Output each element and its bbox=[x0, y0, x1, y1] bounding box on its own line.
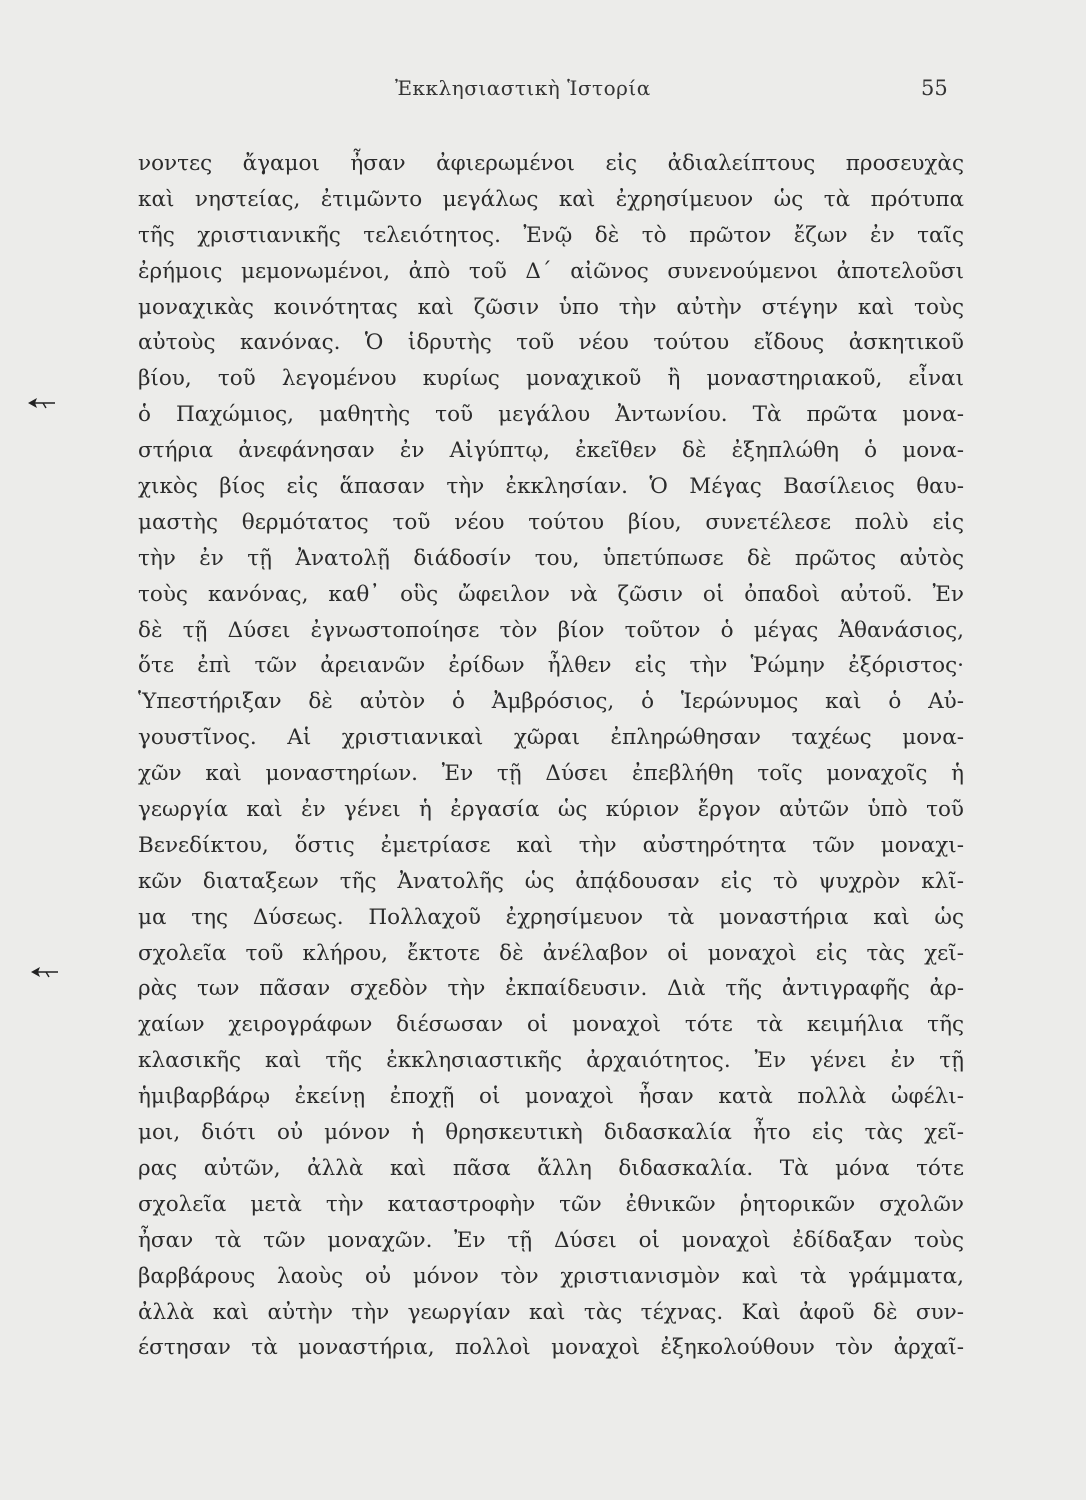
text-line: ρὰς των πᾶσαν σχεδὸν τὴν ἐκπαίδευσιν. Διὰ τῆς ἀντιγραφῆς ἀρ- bbox=[138, 976, 964, 1002]
text-line: κῶν διαταξεων τῆς Ἀνατολῆς ὡς ἀπᾴδουσαν εἰς τὸ ψυχρὸν κλῖ- bbox=[138, 868, 964, 894]
text-line: τῆς χριστιανικῆς τελειότητος. Ἐνῷ δὲ τὸ πρῶτον ἔζων ἐν ταῖς bbox=[138, 222, 964, 248]
text-line: χικὸς βίος εἰς ἅπασαν τὴν ἐκκλησίαν. Ὁ Μέγας Βασίλειος θαυ- bbox=[138, 474, 964, 500]
text-line: ὅτε ἐπὶ τῶν ἀρειανῶν ἐρίδων ἦλθεν εἰς τὴν Ῥώμην ἐξόριστος· bbox=[138, 653, 964, 679]
text-line: χαίων χειρογράφων διέσωσαν οἱ μοναχοὶ τότε τὰ κειμήλια τῆς bbox=[138, 1012, 964, 1038]
text-line: στήρια ἀνεφάνησαν ἐν Αἰγύπτῳ, ἐκεῖθεν δὲ ἐξηπλώθη ὁ μονα- bbox=[138, 438, 964, 464]
text-line: μοναχικὰς κοινότητας καὶ ζῶσιν ὑπο τὴν αὐτὴν στέγην καὶ τοὺς bbox=[138, 294, 964, 320]
text-line: ρας αὐτῶν, ἀλλὰ καὶ πᾶσα ἄλλη διδασκαλία. Τὰ μόνα τότε bbox=[138, 1155, 964, 1181]
text-line: ἡμιβαρβάρῳ ἐκείνῃ ἐποχῇ οἱ μοναχοὶ ἦσαν κατὰ πολλὰ ὠφέλι- bbox=[138, 1084, 964, 1110]
text-line: Βενεδίκτου, ὅστις ἐμετρίασε καὶ τὴν αὐστηρότητα τῶν μοναχι- bbox=[138, 832, 964, 858]
text-line: ἦσαν τὰ τῶν μοναχῶν. Ἐν τῇ Δύσει οἱ μοναχοὶ ἐδίδαξαν τοὺς bbox=[138, 1227, 964, 1253]
page-header bbox=[0, 76, 1086, 110]
page-number: 55 bbox=[921, 76, 948, 100]
arrow-icon bbox=[27, 396, 57, 410]
text-line: βίου, τοῦ λεγομένου κυρίως μοναχικοῦ ἢ μοναστηριακοῦ, εἶναι bbox=[138, 366, 964, 392]
text-line: κλασικῆς καὶ τῆς ἐκκλησιαστικῆς ἀρχαιότητος. Ἐν γένει ἐν τῇ bbox=[138, 1048, 964, 1074]
body-text bbox=[138, 146, 964, 1366]
text-line: Ὑπεστήριξαν δὲ αὐτὸν ὁ Ἀμβρόσιος, ὁ Ἱερώνυμος καὶ ὁ Αὐ- bbox=[138, 689, 964, 715]
text-line: δὲ τῇ Δύσει ἐγνωστοποίησε τὸν βίον τοῦτον ὁ μέγας Ἀθανάσιος, bbox=[138, 617, 964, 643]
text-line: σχολεῖα τοῦ κλήρου, ἔκτοτε δὲ ἀνέλαβον οἱ μοναχοὶ εἰς τὰς χεῖ- bbox=[138, 940, 964, 966]
text-line: σχολεῖα μετὰ τὴν καταστροφὴν τῶν ἐθνικῶν ῥητορικῶν σχολῶν bbox=[138, 1191, 964, 1217]
text-line: βαρβάρους λαοὺς οὐ μόνον τὸν χριστιανισμὸν καὶ τὰ γράμματα, bbox=[138, 1263, 964, 1289]
text-line: χῶν καὶ μοναστηρίων. Ἐν τῇ Δύσει ἐπεβλήθη τοῖς μοναχοῖς ἡ bbox=[138, 761, 964, 787]
text-line: νοντες ἄγαμοι ἦσαν ἀφιερωμένοι εἰς ἀδιαλείπτους προσευχὰς bbox=[138, 151, 964, 176]
text-line: έστησαν τὰ μοναστήρια, πολλοὶ μοναχοὶ ἐξηκολούθουν τὸν ἀρχαῖ- bbox=[138, 1335, 964, 1361]
text-line: ἀλλὰ καὶ αὐτὴν τὴν γεωργίαν καὶ τὰς τέχνας. Καὶ ἀφοῦ δὲ συν- bbox=[138, 1299, 964, 1325]
text-line: γουστῖνος. Αἱ χριστιανικαὶ χῶραι ἐπληρώθησαν ταχέως μονα- bbox=[138, 725, 964, 751]
text-line: τὴν ἐν τῇ Ἀνατολῇ διάδοσίν του, ὑπετύπωσε δὲ πρῶτος αὐτὸς bbox=[138, 545, 964, 571]
text-line: μοι, διότι οὐ μόνον ἡ θρησκευτικὴ διδασκαλία ἦτο εἰς τὰς χεῖ- bbox=[138, 1120, 964, 1146]
text-line: τοὺς κανόνας, καθ᾽ οὓς ὤφειλον νὰ ζῶσιν οἱ ὀπαδοὶ αὐτοῦ. Ἐν bbox=[138, 581, 964, 607]
text-line: μαστὴς θερμότατος τοῦ νέου τούτου βίου, συνετέλεσε πολὺ εἰς bbox=[138, 509, 964, 535]
text-line: μα της Δύσεως. Πολλαχοῦ ἐχρησίμευον τὰ μοναστήρια καὶ ὡς bbox=[138, 904, 964, 930]
running-title: Ἐκκλησιαστικὴ Ἱστορία bbox=[395, 76, 651, 100]
text-line: ὁ Παχώμιος, μαθητὴς τοῦ μεγάλου Ἀντωνίου. Τὰ πρῶτα μονα- bbox=[138, 402, 964, 428]
text-line: καὶ νηστείας, ἐτιμῶντο μεγάλως καὶ ἐχρησίμευον ὡς τὰ πρότυπα bbox=[138, 186, 964, 212]
text-line: αὐτοὺς κανόνας. Ὁ ἱδρυτὴς τοῦ νέου τούτου εἴδους ἀσκητικοῦ bbox=[138, 330, 964, 356]
text-line: γεωργία καὶ ἐν γένει ἡ ἐργασία ὡς κύριον ἔργον αὐτῶν ὑπὸ τοῦ bbox=[138, 797, 964, 823]
text-line: ἐρήμοις μεμονωμένοι, ἀπὸ τοῦ Δ΄ αἰῶνος συνενούμενοι ἀποτελοῦσι bbox=[138, 258, 964, 284]
arrow-icon bbox=[30, 965, 60, 979]
